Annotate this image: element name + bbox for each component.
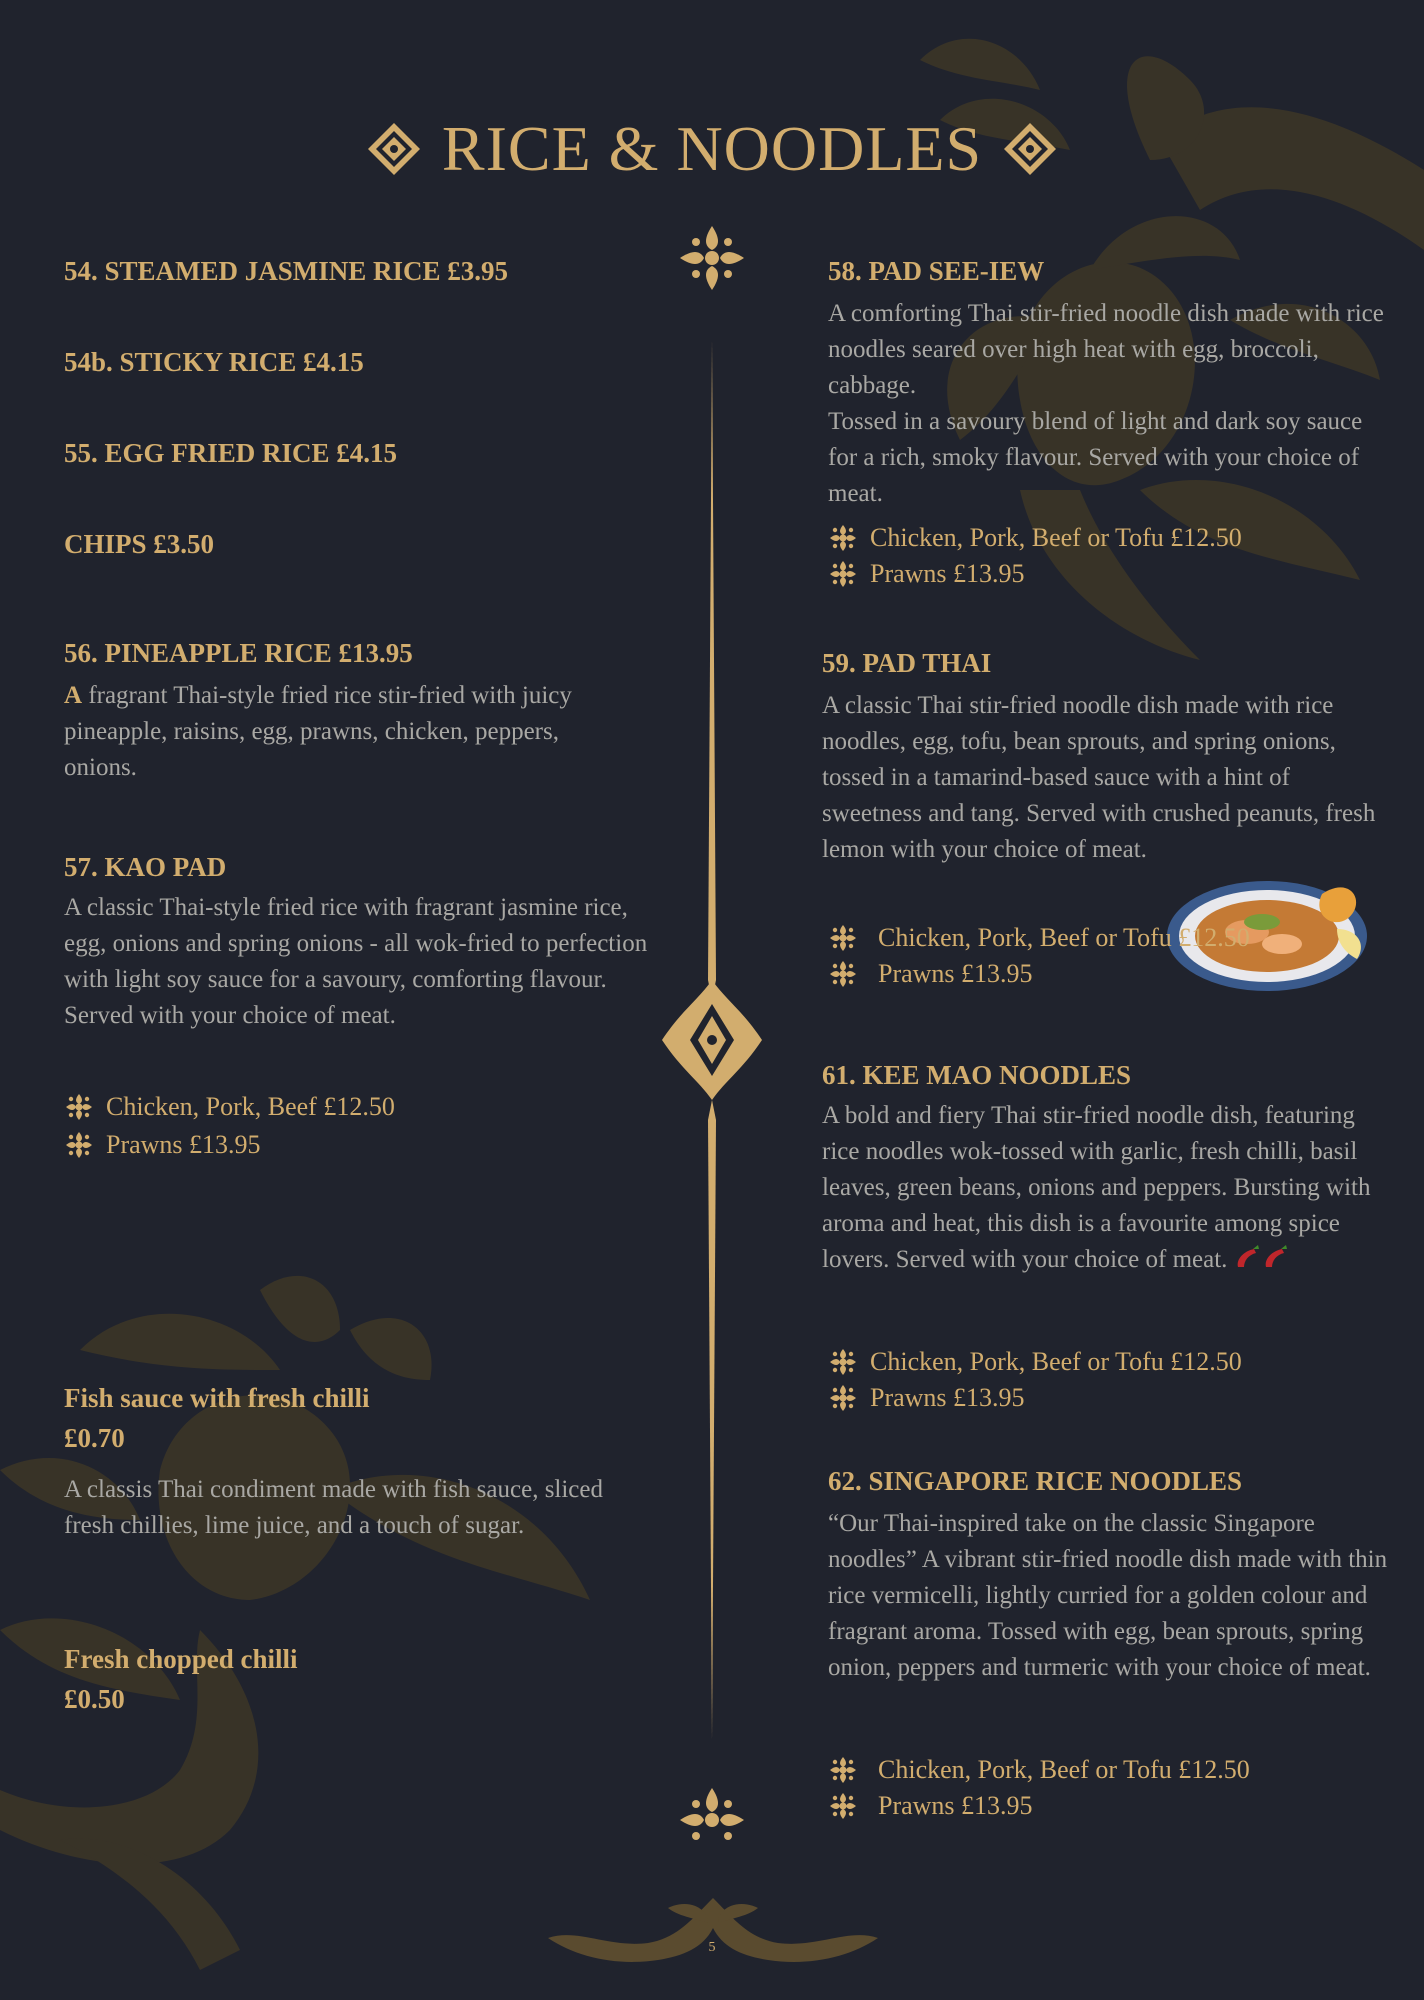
price-option [828,1788,1250,1824]
menu-item-58-title: 58. PAD SEE-IEW [828,256,1045,286]
price-option-label: Chicken, Pork, Beef or Tofu £12.50 [878,1755,1250,1784]
menu-item-57-prices [64,1088,395,1164]
price-option [64,1126,395,1164]
flower-bullet-icon [828,1755,858,1785]
menu-item-59-prices [828,920,1250,992]
menu-item-59-title: 59. PAD THAI [822,648,992,678]
menu-item-chips-title: CHIPS £3.50 [64,529,215,559]
price-option-label: Prawns £13.95 [106,1130,261,1159]
price-option-label: Prawns £13.95 [878,1791,1033,1820]
price-option [828,1344,1242,1380]
flower-bullet-icon [828,523,858,553]
menu-item-61-description [822,1098,1392,1278]
price-option [828,920,1250,956]
menu-item-57-title: 57. KAO PAD [64,852,227,882]
chilli-icon [1234,1246,1290,1273]
condiment-fresh-chilli-title: Fresh chopped chilli £0.50 [64,1644,298,1714]
flower-bullet-icon [828,1347,858,1377]
flower-bullet-icon [828,1383,858,1413]
price-option [828,556,1242,592]
page-title-row [0,112,1424,193]
condiment-fish-sauce-description: A classis Thai condiment made with fish sauce, sliced fresh chillies, lime juice, and a touch of sugar. [64,1476,604,1539]
menu-item-56-title: 56. PINEAPPLE RICE £13.95 [64,638,413,668]
price-option [64,1088,395,1126]
center-divider [652,220,772,1840]
price-option-label: Prawns £13.95 [870,559,1025,588]
title-ornament-left-icon [366,121,422,177]
menu-item-59-description: A classic Thai stir-fried noodle dish made with rice noodles, egg, tofu, bean sprouts, and spring onions, tossed in a tamarind-based sauce with a hint of sweetness and tang. Served with crushed peanuts, fresh lemon with your choice of meat. [822,692,1376,863]
menu-item-61-description-text: A bold and fiery Thai stir-fried noodle dish, featuring rice noodles wok-tossed with garlic, fresh chilli, basil leaves, green beans, onions and peppers. Bursting with aroma and heat, this dish is a favourite among spice lovers. Served with your choice of meat. [822,1102,1371,1273]
price-option-label: Chicken, Pork, Beef or Tofu £12.50 [878,923,1250,952]
price-option [828,520,1242,556]
menu-item-61-prices [828,1344,1242,1416]
menu-item-58-description-2: Tossed in a savoury blend of light and dark soy sauce for a rich, smoky flavour. Served with your choice of meat. [828,408,1363,507]
menu-item-56-description [64,678,624,786]
page-title: RICE & NOODLES [441,113,983,184]
floral-background-bottom-left [0,1270,620,1970]
price-option [828,956,1250,992]
price-option-label: Prawns £13.95 [870,1383,1025,1412]
flower-bullet-icon [64,1092,94,1122]
menu-item-56-description-rest: fragrant Thai-style fried rice stir-fried with juicy pineapple, raisins, egg, prawns, chicken, peppers, onions. [64,682,572,781]
price-option-label: Chicken, Pork, Beef or Tofu £12.50 [870,523,1242,552]
menu-item-58-description: A comforting Thai stir-fried noodle dish made with rice noodles seared over high heat with egg, broccoli, cabbage. [828,300,1384,399]
flower-bullet-icon [828,559,858,589]
price-option-label: Chicken, Pork, Beef £12.50 [106,1092,395,1121]
price-option-label: Prawns £13.95 [878,959,1033,988]
menu-item-58-prices [828,520,1242,592]
menu-item-55-title: 55. EGG FRIED RICE £4.15 [64,438,398,468]
menu-item-54-title: 54. STEAMED JASMINE RICE £3.95 [64,256,509,286]
title-ornament-right-icon [1002,121,1058,177]
price-option [828,1380,1242,1416]
menu-item-54b-title: 54b. STICKY RICE £4.15 [64,347,364,377]
menu-item-62-title: 62. SINGAPORE RICE NOODLES [828,1466,1243,1496]
flower-bullet-icon [64,1130,94,1160]
menu-item-57-description: A classic Thai-style fried rice with fragrant jasmine rice, egg, onions and spring onions - all wok-fried to perfection with light soy sauce for a savoury, comforting flavour. Served with your choice of meat. [64,894,648,1029]
flower-bullet-icon [828,1791,858,1821]
flower-bullet-icon [828,959,858,989]
menu-item-61-title: 61. KEE MAO NOODLES [822,1060,1132,1090]
bottom-ornament [548,1888,878,1968]
price-option [828,1752,1250,1788]
flower-bullet-icon [828,923,858,953]
price-option-label: Chicken, Pork, Beef or Tofu £12.50 [870,1347,1242,1376]
condiment-fish-sauce-title: Fish sauce with fresh chilli £0.70 [64,1383,370,1453]
menu-item-56-description-initial: A [64,682,83,709]
page-number: 5 [708,1940,716,1955]
menu-item-62-description: “Our Thai-inspired take on the classic Singapore noodles” A vibrant stir-fried noodle dish made with thin rice vermicelli, lightly curried for a golden colour and fragrant aroma. Tossed with egg, bean sprouts, spring onion, peppers and turmeric with your choice of meat. [828,1510,1388,1681]
menu-item-62-prices [828,1752,1250,1824]
